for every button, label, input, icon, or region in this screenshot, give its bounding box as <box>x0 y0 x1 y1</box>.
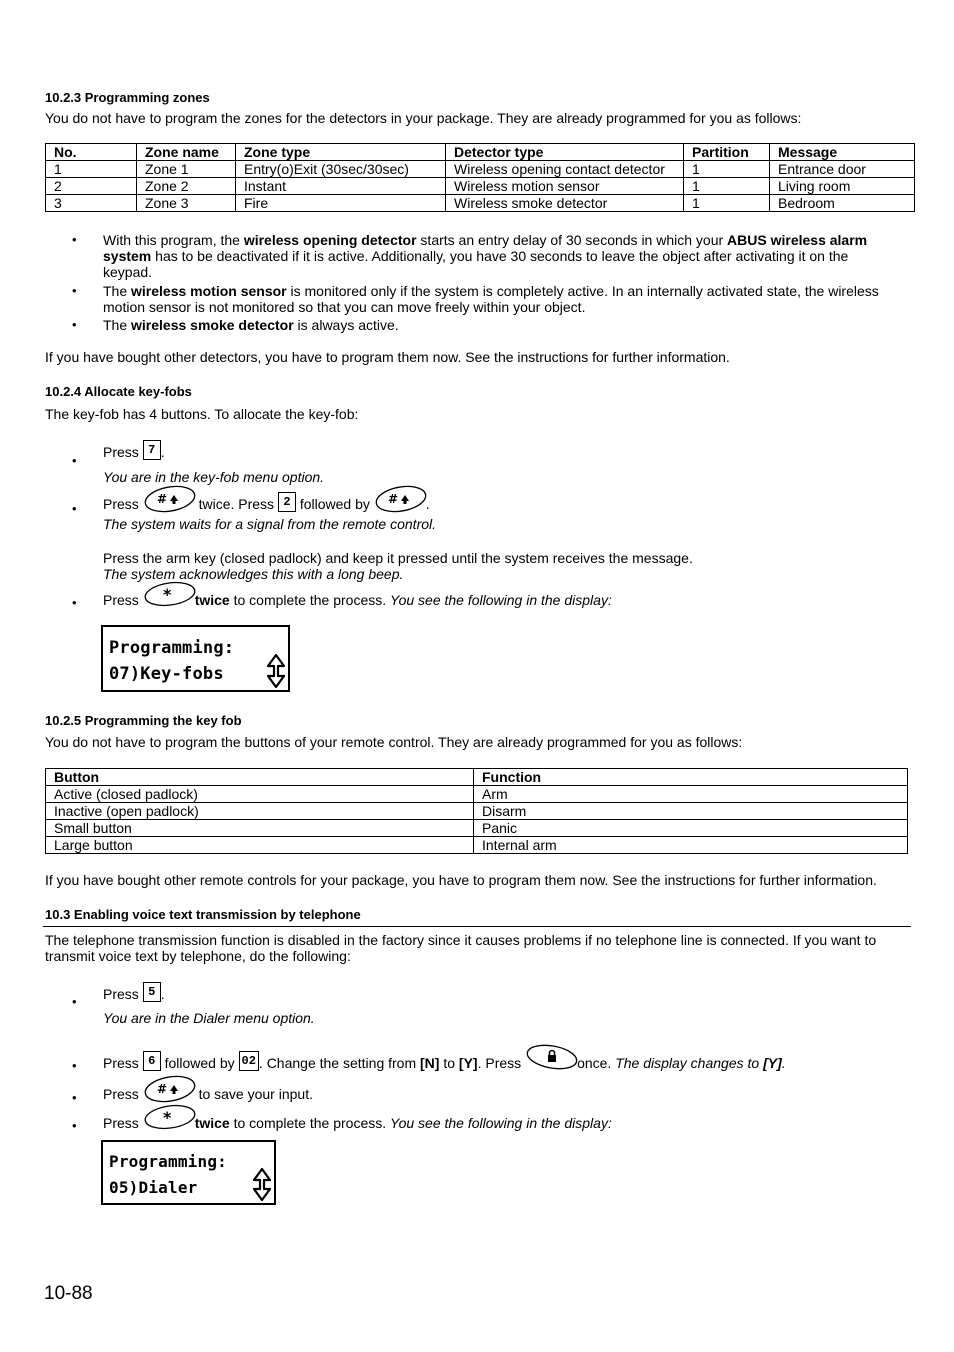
step-press-5 <box>103 982 165 1002</box>
zones-table <box>45 143 915 212</box>
table-cell: Large button <box>46 837 474 854</box>
lcd-line-1: Programming: <box>109 638 235 658</box>
key-02-icon: 02 <box>239 1051 259 1071</box>
section-divider <box>43 926 911 927</box>
table-cell: Small button <box>46 820 474 837</box>
step-paragraph: Press the arm key (closed padlock) and keep it pressed until the system receives the message. <box>103 550 693 566</box>
bullet-icon: • <box>72 453 77 468</box>
lcd-line-1: Programming: <box>109 1152 227 1171</box>
star-key-icon <box>143 1103 195 1131</box>
section-intro: transmit voice text by telephone, do the following: <box>45 948 351 964</box>
text: followed by <box>295 496 374 512</box>
step-note: The system acknowledges this with a long beep. <box>103 566 404 582</box>
table-row <box>46 803 908 820</box>
section-heading-1023: 10.2.3 Programming zones <box>45 90 210 105</box>
table-cell: Bedroom <box>770 195 915 212</box>
lcd-display <box>101 1140 276 1205</box>
table-cell: Disarm <box>474 803 908 820</box>
table-cell: 1 <box>684 178 770 195</box>
text: . <box>425 496 430 512</box>
table-header-cell: No. <box>46 144 137 161</box>
bullet-text-smoke-detector <box>103 317 399 333</box>
text: Press <box>103 444 139 460</box>
section-intro: The key-fob has 4 buttons. To allocate the key-fob: <box>45 406 359 422</box>
svg-text:#: # <box>156 1082 167 1096</box>
text: is always active. <box>293 317 399 333</box>
text-italic: . <box>781 1055 786 1071</box>
table-cell: 1 <box>46 161 137 178</box>
table-cell: Wireless smoke detector <box>446 195 684 212</box>
table-cell: Arm <box>474 786 908 803</box>
bullet-icon: • <box>72 1090 77 1105</box>
text: With this program, the <box>103 232 244 248</box>
bullet-icon: • <box>72 232 77 247</box>
table-header-row <box>46 144 915 161</box>
section-heading-1024: 10.2.4 Allocate key-fobs <box>45 384 192 399</box>
table-header-cell: Zone type <box>236 144 446 161</box>
text: keypad. <box>103 264 153 280</box>
text: twice. Press <box>194 496 278 512</box>
step-note: You are in the key-fob menu option. <box>103 469 325 485</box>
table-cell: Internal arm <box>474 837 908 854</box>
table-row <box>46 195 915 212</box>
table-header-cell: Zone name <box>137 144 236 161</box>
step-press-hash-save <box>103 1074 313 1106</box>
text-italic: The display changes to <box>615 1055 764 1071</box>
text-bold: [N] <box>420 1055 440 1071</box>
table-cell: Fire <box>236 195 446 212</box>
bullet-text-opening-detector <box>103 232 913 280</box>
text-bold: wireless opening detector <box>243 232 417 248</box>
table-header-cell: Button <box>46 769 474 786</box>
table-cell: 2 <box>46 178 137 195</box>
step-note: The system waits for a signal from the remote control. <box>103 516 437 532</box>
up-down-arrow-icon <box>253 1168 271 1201</box>
text: to complete the process. <box>229 592 391 608</box>
step-press-star <box>103 580 612 612</box>
table-cell: Inactive (open padlock) <box>46 803 474 820</box>
section-heading-1025: 10.2.5 Programming the key fob <box>45 713 242 728</box>
table-cell: Zone 2 <box>137 178 236 195</box>
text: Press <box>103 986 139 1002</box>
text-bold: ABUS wireless alarm <box>727 232 868 248</box>
bullet-text-motion-sensor <box>103 283 913 315</box>
text: The <box>103 317 132 333</box>
lock-key-icon <box>525 1043 577 1071</box>
star-key-icon <box>143 580 195 608</box>
hash-key-icon <box>143 1074 195 1102</box>
text: to save your input. <box>194 1086 313 1102</box>
text: Press <box>103 592 139 608</box>
text: Press <box>103 496 139 512</box>
table-header-cell: Function <box>474 769 908 786</box>
svg-text:*: * <box>162 585 172 604</box>
svg-text:*: * <box>162 1108 172 1127</box>
text: to complete the process. <box>229 1115 391 1131</box>
table-header-row <box>46 769 908 786</box>
text-bold: twice <box>194 1115 230 1131</box>
text: to <box>439 1055 459 1071</box>
table-cell: Instant <box>236 178 446 195</box>
table-cell: 1 <box>684 195 770 212</box>
bullet-icon: • <box>72 501 77 516</box>
step-press-7 <box>103 440 165 460</box>
key-7-icon: 7 <box>143 440 161 460</box>
table-row <box>46 820 908 837</box>
table-cell: Entrance door <box>770 161 915 178</box>
text-italic: You see the following in the display: <box>390 1115 612 1131</box>
text: Press <box>103 1086 139 1102</box>
table-row <box>46 178 915 195</box>
table-row <box>46 161 915 178</box>
text: Press <box>103 1055 139 1071</box>
table-cell: 1 <box>684 161 770 178</box>
text-bold: twice <box>194 592 230 608</box>
section-intro: The telephone transmission function is disabled in the factory since it causes problems if no telephone line is connected. If you want to <box>45 932 877 948</box>
text: starts an entry delay of 30 seconds in which your <box>416 232 728 248</box>
lcd-display <box>101 625 290 692</box>
key-5-icon: 5 <box>143 982 161 1002</box>
text: . <box>160 986 165 1002</box>
table-header-cell: Detector type <box>446 144 684 161</box>
keyfob-buttons-table <box>45 768 908 854</box>
lcd-line-2: 07)Key-fobs <box>109 664 224 684</box>
text: followed by <box>160 1055 239 1071</box>
table-cell: Wireless motion sensor <box>446 178 684 195</box>
table-cell: Zone 1 <box>137 161 236 178</box>
text-bold-italic: [Y] <box>763 1055 782 1071</box>
text-bold: wireless motion sensor <box>131 283 287 299</box>
table-cell: Active (closed padlock) <box>46 786 474 803</box>
text: has to be deactivated if it is active. Additionally, you have 30 seconds to leave the object after activating it on the <box>151 248 849 264</box>
bullet-icon: • <box>72 994 77 1009</box>
text: . <box>160 444 165 460</box>
section-intro: You do not have to program the zones for the detectors in your package. They are already programmed for you as follows: <box>45 110 802 126</box>
text-bold: wireless smoke detector <box>131 317 294 333</box>
text-bold: [Y] <box>458 1055 478 1071</box>
step-press-star <box>103 1103 612 1135</box>
table-cell: Entry(o)Exit (30sec/30sec) <box>236 161 446 178</box>
up-down-arrow-icon <box>267 654 285 688</box>
svg-text:#: # <box>156 492 167 506</box>
text: The <box>103 283 132 299</box>
section-heading-103: 10.3 Enabling voice text transmission by telephone <box>45 907 361 922</box>
svg-text:#: # <box>387 492 398 506</box>
lcd-line-2: 05)Dialer <box>109 1178 198 1197</box>
section-intro: You do not have to program the buttons of your remote control. They are already programmed for you as follows: <box>45 734 743 750</box>
bullet-icon: • <box>72 1118 77 1133</box>
text: motion sensor is not monitored so that you can move freely within your object. <box>103 299 586 315</box>
bullet-icon: • <box>72 317 77 332</box>
text: Press <box>103 1115 139 1131</box>
step-press-6-02 <box>103 1043 786 1075</box>
table-cell: Wireless opening contact detector <box>446 161 684 178</box>
hash-key-icon <box>143 484 195 512</box>
section-outro: If you have bought other detectors, you have to program them now. See the instructions for further information. <box>45 349 730 365</box>
text: is monitored only if the system is completely active. In an internally activated state, the wireless <box>286 283 879 299</box>
key-2-icon: 2 <box>278 492 296 512</box>
text: once. <box>577 1055 616 1071</box>
key-6-icon: 6 <box>143 1051 161 1071</box>
table-cell: Zone 3 <box>137 195 236 212</box>
step-note: You are in the Dialer menu option. <box>103 1010 315 1026</box>
table-header-cell: Message <box>770 144 915 161</box>
section-outro: If you have bought other remote controls for your package, you have to program them now. See the instructions for further information. <box>45 872 877 888</box>
table-row <box>46 837 908 854</box>
table-header-cell: Partition <box>684 144 770 161</box>
text: . Change the setting from <box>258 1055 421 1071</box>
bullet-icon: • <box>72 595 77 610</box>
bullet-icon: • <box>72 1058 77 1073</box>
table-cell: 3 <box>46 195 137 212</box>
table-cell: Panic <box>474 820 908 837</box>
bullet-icon: • <box>72 283 77 298</box>
page-number: 10-88 <box>44 1283 93 1304</box>
table-row <box>46 786 908 803</box>
text: . Press <box>477 1055 526 1071</box>
hash-key-icon <box>374 484 426 512</box>
step-press-hash-2 <box>103 484 430 516</box>
text-bold: system <box>103 248 152 264</box>
text-italic: You see the following in the display: <box>390 592 612 608</box>
table-cell: Living room <box>770 178 915 195</box>
